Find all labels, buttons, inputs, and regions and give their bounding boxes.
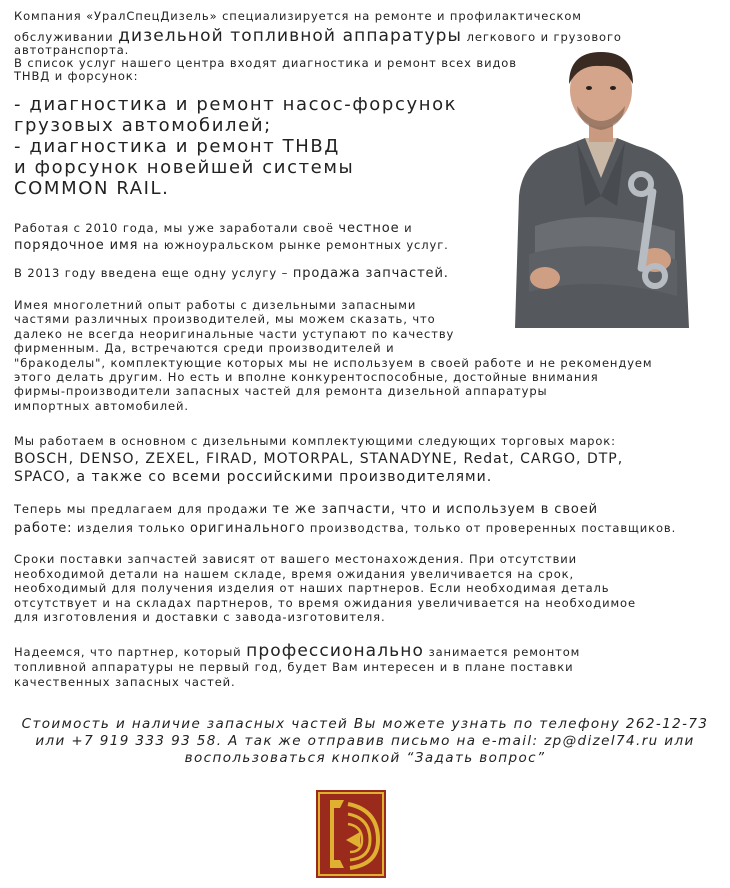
honest-highlight: честное (338, 221, 400, 236)
same-parts-highlight: те же запчасти, что и используем в своей (272, 502, 598, 517)
parts-sale-highlight: продажа запчастей. (292, 266, 449, 281)
partner-paragraph: Надеемся, что партнер, который профессионально занимается ремонтом топливной аппаратуры не первый год, будет Вам интересен и в плане поставки качественных запасных частей. (14, 641, 581, 689)
text-line: импортных автомобилей. (14, 398, 189, 413)
text-line: фирменным. Да, встречаются среди производителей и (14, 341, 395, 356)
service-line: грузовых автомобилей; (14, 115, 272, 136)
contact-line: воспользоваться кнопкой “Задать вопрос” (184, 750, 546, 766)
since-2010-paragraph: Работая с 2010 года, мы уже заработали своё честное и порядочное имя на южноуральском рынке ремонтных услуг. (14, 221, 449, 253)
text-line: для изготовления и доставки с завода-изготовителя. (14, 610, 386, 624)
intro-line-2: обслуживании дизельной топливной аппаратуры легкового и грузового (14, 26, 622, 46)
contact-call-to-action (0, 716, 730, 767)
year-2013-paragraph: В 2013 году введена еще одну услугу – продажа запчастей. (14, 266, 449, 281)
intro-line-4: В список услуг нашего центра входят диагностика и ремонт всех видов (14, 56, 517, 70)
text-line: частями различных производителей, мы можем сказать, что (14, 312, 436, 327)
text-line: этого делать другим. Но есть и вполне конкурентоспособные, достойные внимания (14, 370, 599, 385)
text-line: отсутствует и на складах партнеров, то время ожидания увеличивается на необходимое (14, 595, 636, 610)
company-logo-icon (316, 790, 386, 878)
contact-line: или +7 919 333 93 58. А так же отправив письмо на e-mail: zp@dizel74.ru или (35, 733, 695, 749)
service-line: COMMON RAIL. (14, 178, 170, 199)
decent-name-highlight: порядочное имя (14, 238, 139, 253)
services-list (14, 94, 457, 199)
contact-line: Стоимость и наличие запасных частей Вы можете узнать по телефону 262-12-73 (21, 716, 709, 732)
service-line: - диагностика и ремонт насос-форсунок (14, 94, 458, 115)
delivery-paragraph (14, 552, 636, 625)
text-line: необходимой детали на нашем складе, время ожидания увеличивается на срок, (14, 566, 575, 581)
professional-highlight: профессионально (246, 641, 425, 661)
offer-paragraph: Теперь мы предлагаем для продажи те же запчасти, что и используем в своей работе: изделия только оригинального производства, только от проверенных поставщиков. (14, 502, 677, 536)
brands-paragraph (14, 435, 623, 486)
text-line: Сроки поставки запчастей зависят от вашего местонахождения. При отсутствии (14, 552, 578, 566)
diesel-equipment-highlight: дизельной топливной аппаратуры (118, 26, 463, 46)
service-line: - диагностика и ремонт ТНВД (14, 136, 340, 157)
text-line: Имея многолетний опыт работы с дизельными запасными (14, 298, 417, 312)
text-line: фирмы-производители запасных частей для ремонта дизельной аппаратуры (14, 384, 548, 399)
intro-line-1: Компания «УралСпецДизель» специализируется на ремонте и профилактическом (14, 9, 582, 23)
brands-list-line-1: BOSCH, DENSO, ZEXEL, FIRAD, MOTORPAL, STANADYNE, Redat, CARGO, DTP, (14, 451, 624, 467)
brands-intro: Мы работаем в основном с дизельными комплектующими следующих торговых марок: (14, 434, 616, 448)
brands-list-line-2: SPACO, а также со всеми российскими производителями. (14, 469, 493, 485)
original-highlight: оригинального (190, 521, 306, 536)
text-line: "бракоделы", комплектующие которых мы не используем в своей работе и не рекомендуем (14, 355, 653, 370)
intro-line-3: автотранспорта. (14, 43, 130, 57)
text-line: необходимый для получения изделия от наших партнеров. Если необходимая деталь (14, 581, 610, 595)
mechanic-photo (505, 46, 695, 328)
service-line: и форсунок новейшей системы (14, 157, 355, 178)
intro-line-5: ТНВД и форсунок: (14, 69, 139, 83)
text-line: далеко не всегда неоригинальные части уступают по качеству (14, 326, 455, 341)
text-line: качественных запасных частей. (14, 675, 236, 689)
text-line: топливной аппаратуры не первый год, будет Вам интересен и в плане поставки (14, 660, 574, 674)
